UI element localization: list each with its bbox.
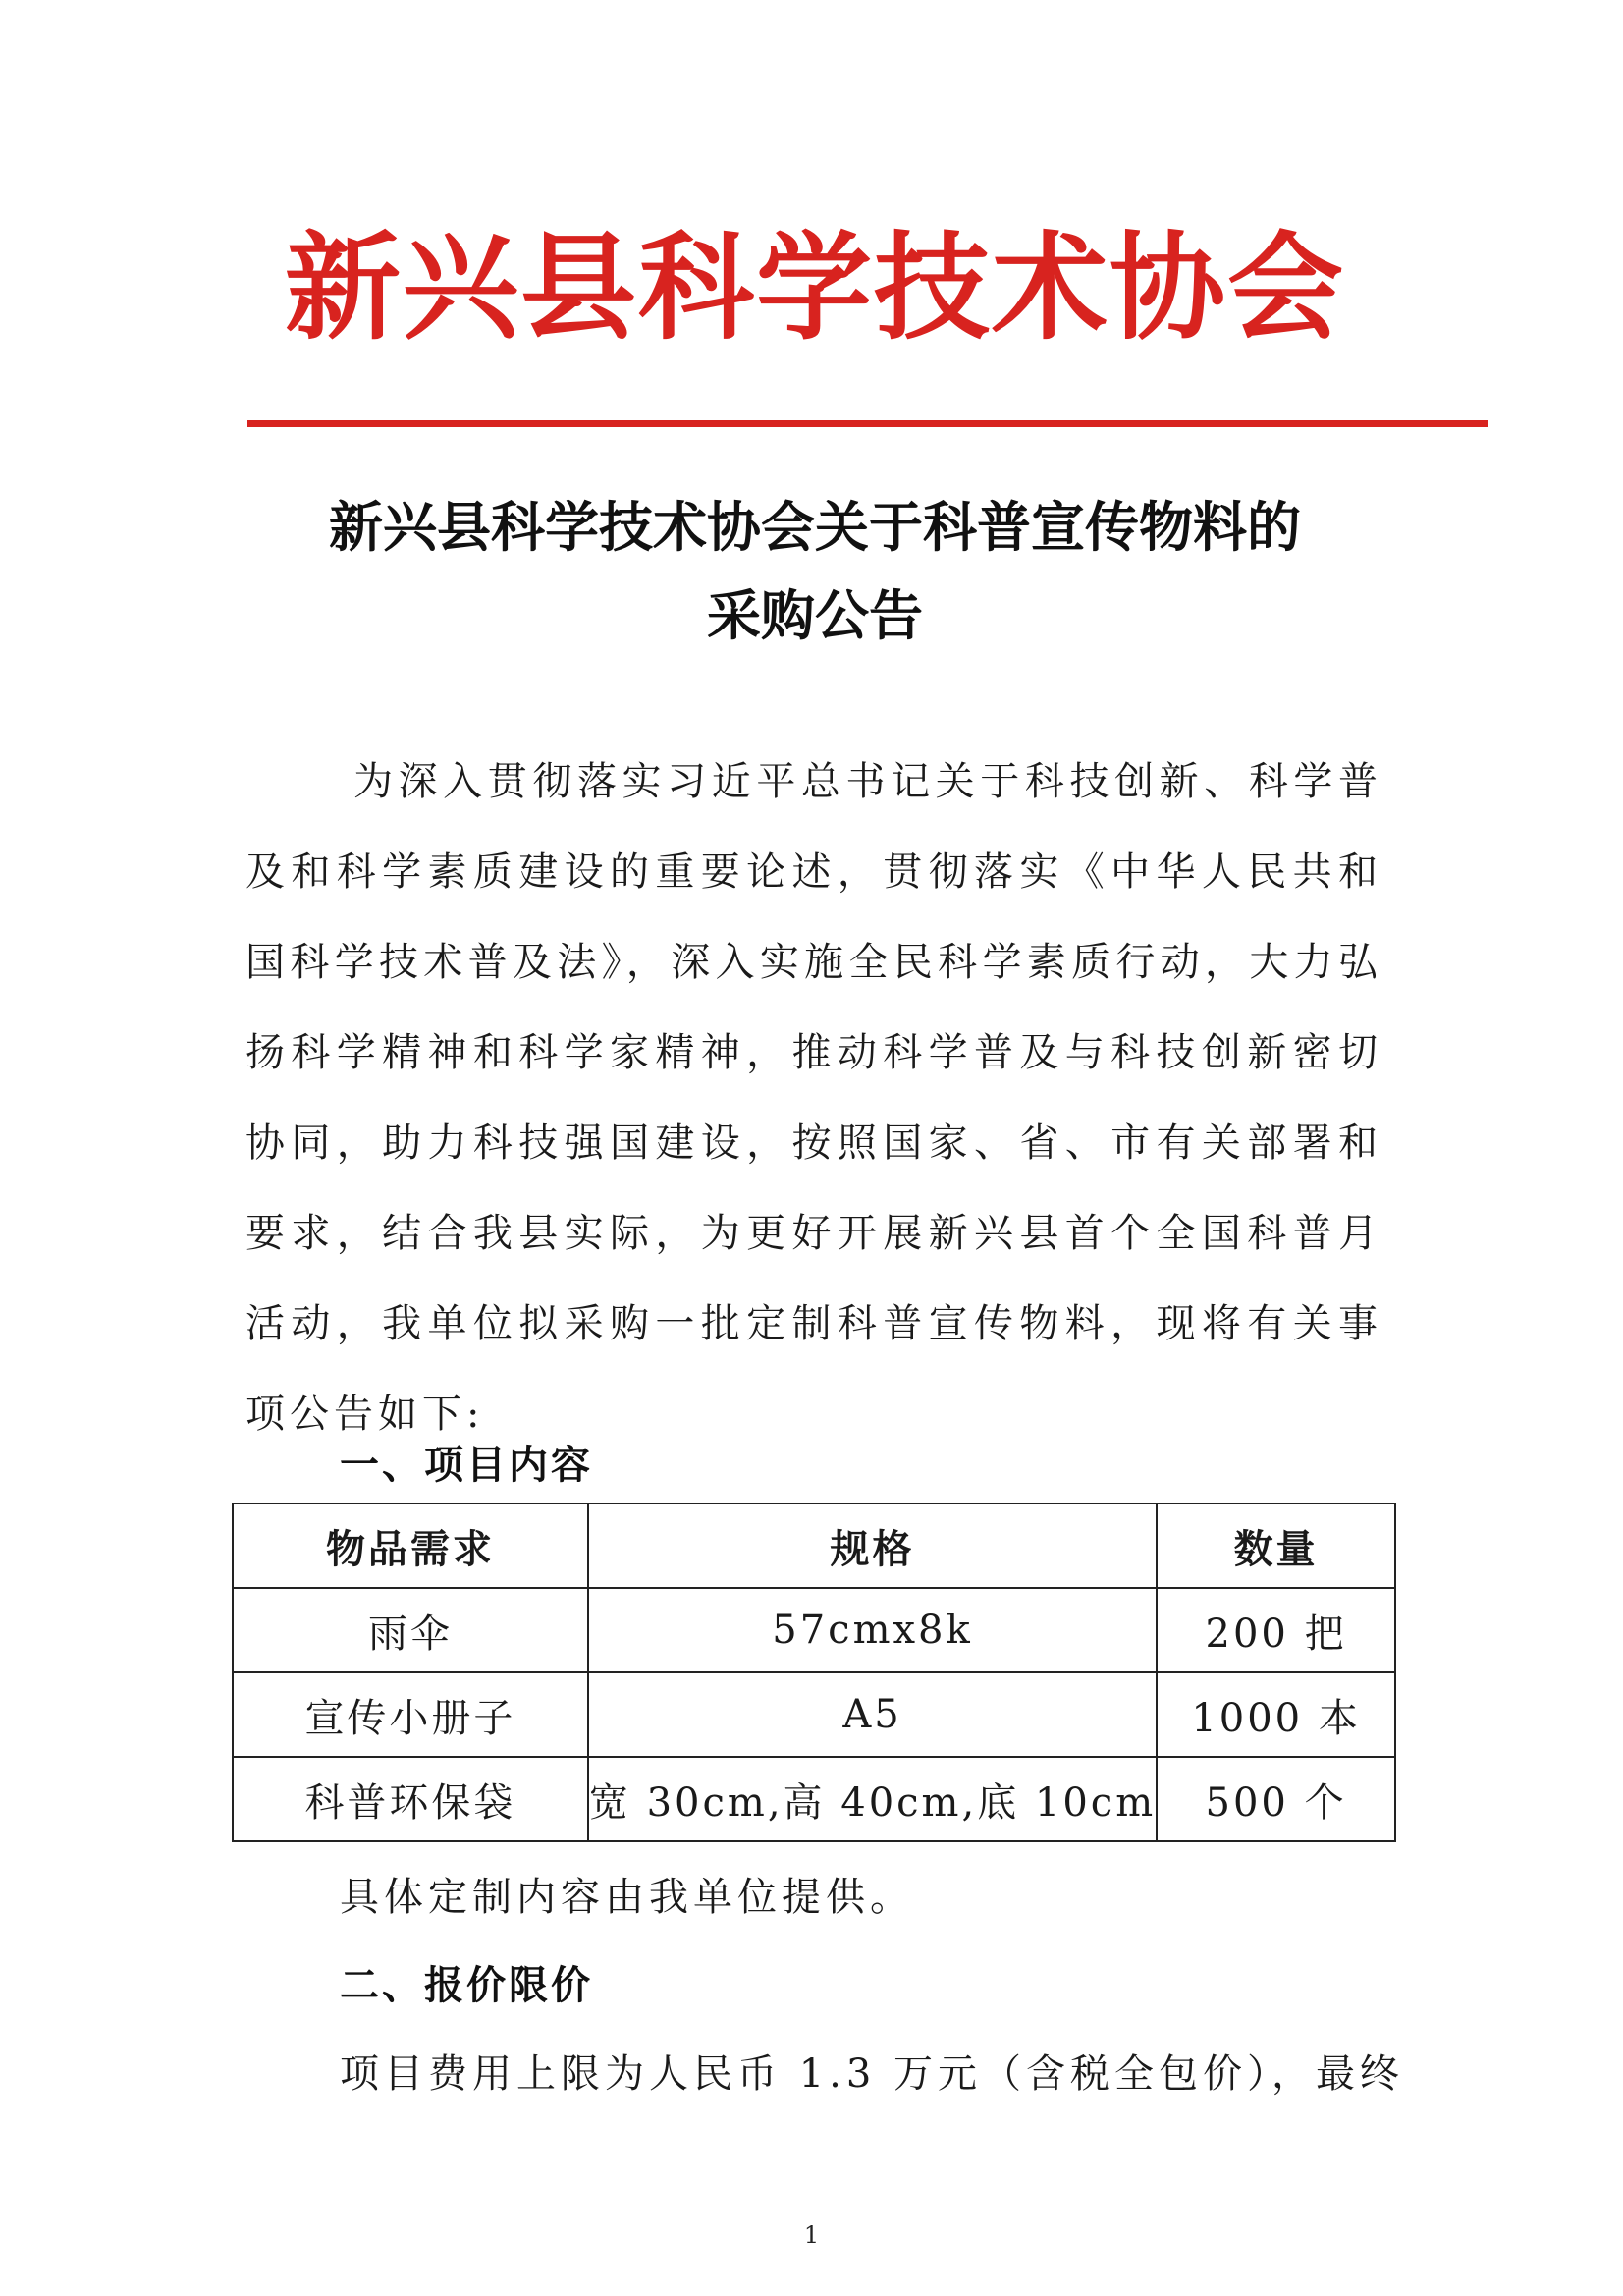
table-cell-spec: 宽 30cm,高 40cm,底 10cm xyxy=(588,1757,1157,1841)
intro-paragraph-block xyxy=(245,737,1382,1459)
document-title xyxy=(236,483,1394,660)
table-cell-quantity: 500 个 xyxy=(1157,1757,1395,1841)
table-row xyxy=(233,1757,1395,1841)
customization-note: 具体定制内容由我单位提供。 xyxy=(340,1875,914,1920)
table-header-item: 物品需求 xyxy=(233,1503,588,1588)
intro-paragraph: 为深入贯彻落实习近平总书记关于科技创新、科学普及和科学素质建设的重要论述，贯彻落实《中华人民共和国科学技术普及法》，深入实施全民科学素质行动，大力弘扬科学精神和科学家精神，推动科学普及与科技创新密切协同，助力科技强国建设，按照国家、省、市有关部署和要求，结合我县实际，为更好开展新兴县首个全国科普月活动，我单位拟采购一批定制科普宣传物料，现将有关事项公告如下: xyxy=(245,759,1382,1437)
table-cell-spec: A5 xyxy=(588,1672,1157,1757)
title-line-1: 新兴县科学技术协会关于科普宣传物料的 xyxy=(328,496,1301,559)
price-limit-text: 项目费用上限为人民币 1.3 万元（含税全包价），最终 xyxy=(340,2051,1405,2097)
section-heading-price-limit: 二、报价限价 xyxy=(340,1963,593,2008)
items-table xyxy=(232,1503,1396,1842)
table-header-row xyxy=(233,1503,1395,1588)
table-cell-item: 雨伞 xyxy=(233,1588,588,1672)
table-cell-item: 宣传小册子 xyxy=(233,1672,588,1757)
red-divider xyxy=(247,420,1488,427)
section-heading-project-content: 一、项目内容 xyxy=(340,1443,593,1488)
table-header-quantity: 数量 xyxy=(1157,1503,1395,1588)
table-cell-quantity: 1000 本 xyxy=(1157,1672,1395,1757)
page-number: 1 xyxy=(803,2221,820,2249)
table-header-spec: 规格 xyxy=(588,1503,1157,1588)
table-cell-spec: 57cmx8k xyxy=(588,1588,1157,1672)
table-cell-quantity: 200 把 xyxy=(1157,1588,1395,1672)
table-cell-item: 科普环保袋 xyxy=(233,1757,588,1841)
table-row xyxy=(233,1672,1395,1757)
org-letterhead: 新兴县科学技术协会 xyxy=(284,219,1345,355)
table-row xyxy=(233,1588,1395,1672)
title-line-2: 采购公告 xyxy=(706,584,923,647)
